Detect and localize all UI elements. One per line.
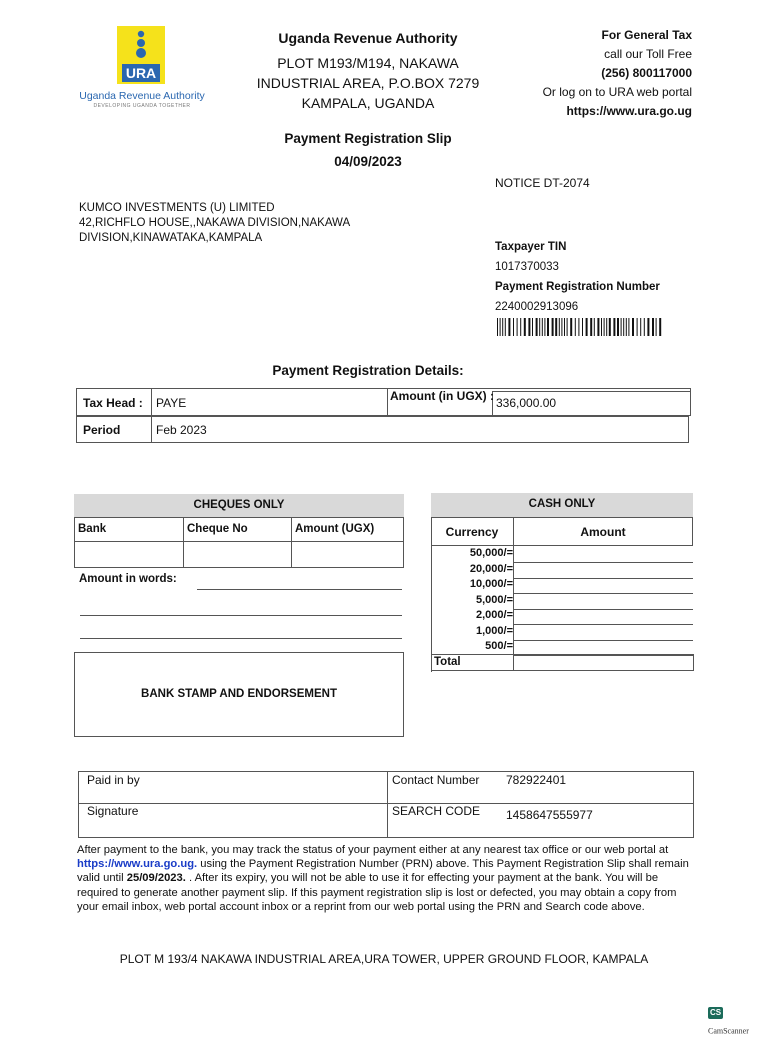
tin-label: Taxpayer TIN [495, 241, 567, 253]
tax-head-value: PAYE [156, 396, 187, 410]
barcode-bar [542, 318, 543, 336]
barcode-bar [508, 318, 510, 336]
amount-value: 336,000.00 [496, 396, 557, 410]
barcode-bar [505, 318, 506, 336]
barcode-bar [586, 318, 588, 336]
barcode-bar [637, 318, 638, 336]
barcode-bar [626, 318, 627, 336]
barcode-bar [628, 318, 629, 336]
denomination-label: 20,000/= [469, 563, 513, 575]
denomination-label: 10,000/= [469, 578, 513, 590]
details-heading: Payment Registration Details: [272, 363, 464, 378]
barcode-bar [601, 318, 602, 336]
col-bank: Bank [78, 523, 107, 535]
barcode-bar [582, 318, 583, 336]
prn-value: 2240002913096 [495, 301, 579, 313]
barcode-icon [497, 318, 663, 336]
barcode-bar [552, 318, 554, 336]
barcode-bar [617, 318, 619, 336]
contact-url[interactable]: https://www.ura.go.ug [566, 104, 692, 118]
slip-title: Payment Registration Slip [284, 131, 452, 146]
barcode-bar [590, 318, 592, 336]
contact-line-2: Or log on to URA web portal [542, 85, 692, 99]
barcode-bar [567, 318, 568, 336]
denomination-label: 2,000/= [475, 609, 513, 621]
barcode-bar [513, 318, 514, 336]
col-amount-ugx: Amount (UGX) [295, 523, 375, 535]
barcode-bar [564, 318, 565, 336]
logo-name: Uganda Revenue Authority [79, 90, 205, 102]
tin-value: 1017370033 [495, 261, 559, 273]
camscanner-label: CamScanner [708, 1026, 749, 1036]
barcode-bar [609, 318, 611, 336]
portal-link[interactable]: https://www.ura.go.ug. [77, 858, 198, 871]
barcode-bar [632, 318, 634, 336]
org-name: Uganda Revenue Authority [278, 30, 458, 46]
org-address-3: KAMPALA, UGANDA [301, 95, 435, 111]
note-part-2: using the Payment Registration Number (PRN) above. This Payment Registration Slip shall remain valid until [77, 858, 689, 885]
cash-denomination-row [431, 546, 693, 562]
barcode-bar [644, 318, 645, 336]
barcode-bar [536, 318, 538, 336]
denomination-label: 500/= [485, 640, 513, 652]
bank-stamp-label: BANK STAMP AND ENDORSEMENT [141, 688, 337, 700]
col-cheque-no: Cheque No [187, 523, 248, 535]
barcode-bar [561, 318, 562, 336]
cash-denomination-row [431, 593, 693, 609]
slip-date: 04/09/2023 [334, 154, 402, 169]
logo-acronym: URA [125, 65, 157, 81]
contact-heading: For General Tax [601, 28, 692, 42]
camscanner-watermark [708, 1004, 768, 1036]
cash-denomination-row [431, 562, 693, 578]
amount-label: Amount (in UGX) : [390, 389, 494, 403]
barcode-bar [524, 318, 526, 336]
tax-head-label: Tax Head : [83, 396, 143, 410]
barcode-bar [656, 318, 657, 336]
taxpayer-address-2: DIVISION,KINAWATAKA,KAMPALA [79, 232, 263, 244]
ura-logo [76, 24, 208, 114]
barcode-bar [613, 318, 615, 336]
barcode-bar [597, 318, 599, 336]
org-address-2: INDUSTRIAL AREA, P.O.BOX 7279 [256, 75, 480, 91]
barcode-bar [647, 318, 649, 336]
contact-number-value: 782922401 [506, 773, 567, 787]
barcode-bar [555, 318, 557, 336]
signature-label: Signature [87, 804, 139, 818]
valid-until-date: 25/09/2023. [126, 872, 186, 885]
search-code-label: SEARCH CODE [392, 804, 481, 818]
search-code-value: 1458647555977 [506, 808, 593, 822]
contact-line-1: call our Toll Free [604, 47, 692, 61]
cash-denomination-row [431, 639, 693, 655]
prn-label: Payment Registration Number [495, 281, 660, 293]
notice-number: NOTICE DT-2074 [495, 176, 590, 190]
barcode-bar [606, 318, 607, 336]
cash-heading: CASH ONLY [431, 493, 693, 518]
cash-total-label: Total [434, 656, 461, 668]
barcode-bar [559, 318, 560, 336]
barcode-bar [539, 318, 540, 336]
cash-denomination-row [431, 624, 693, 640]
footer-address: PLOT M 193/4 NAKAWA INDUSTRIAL AREA,URA TOWER, UPPER GROUND FLOOR, KAMPALA [119, 952, 649, 966]
barcode-bar [575, 318, 576, 336]
barcode-bar [604, 318, 605, 336]
barcode-bar [547, 318, 549, 336]
barcode-bar [623, 318, 624, 336]
camscanner-badge: CS [710, 1007, 722, 1017]
note-part-1: After payment to the bank, you may track the status of your payment either at any nearest tax office or our web portal at [77, 844, 669, 856]
period-value: Feb 2023 [156, 423, 207, 437]
barcode-bar [528, 318, 530, 336]
barcode-bar [520, 318, 521, 336]
barcode-bar [500, 318, 501, 336]
barcode-bar [570, 318, 572, 336]
cash-denomination-row [431, 577, 693, 593]
barcode-bar [621, 318, 622, 336]
payment-note [77, 843, 697, 914]
period-label: Period [83, 423, 121, 437]
contact-number-label: Contact Number [392, 773, 480, 787]
cash-total-row [431, 654, 694, 671]
barcode-bar [594, 318, 595, 336]
cheques-heading: CHEQUES ONLY [74, 494, 404, 518]
barcode [497, 318, 663, 336]
logo-tagline: DEVELOPING UGANDA TOGETHER [93, 103, 191, 109]
denomination-label: 50,000/= [469, 547, 513, 559]
barcode-bar [502, 318, 503, 336]
barcode-bar [532, 318, 533, 336]
taxpayer-name: KUMCO INVESTMENTS (U) LIMITED [79, 202, 275, 214]
col-currency: Currency [445, 525, 499, 539]
denomination-label: 1,000/= [475, 625, 513, 637]
barcode-bar [659, 318, 661, 336]
amount-in-words-label: Amount in words: [79, 573, 177, 585]
paid-in-by-label: Paid in by [87, 773, 140, 787]
barcode-bar [544, 318, 545, 336]
barcode-bar [640, 318, 641, 336]
col-cash-amount: Amount [580, 525, 626, 539]
denomination-label: 5,000/= [475, 594, 513, 606]
contact-phone: (256) 800117000 [601, 66, 692, 80]
barcode-bar [517, 318, 518, 336]
taxpayer-address-1: 42,RICHFLO HOUSE,,NAKAWA DIVISION,NAKAWA [79, 217, 351, 229]
cash-denomination-row [431, 608, 693, 624]
note-part-3: . After its expiry, you will not be able to use it for effecting your payment at the bank. You will be required to generate another payment slip. If this payment registration slip is lost or defected, you may obtain a copy from your email inbox, web portal account inbox or a reprint from our web portal using the PRN and Search code above. [77, 872, 677, 913]
barcode-bar [652, 318, 654, 336]
barcode-bar [497, 318, 498, 336]
barcode-bar [578, 318, 579, 336]
payer-table [78, 771, 694, 838]
org-address-1: PLOT M193/M194, NAKAWA [277, 55, 459, 71]
